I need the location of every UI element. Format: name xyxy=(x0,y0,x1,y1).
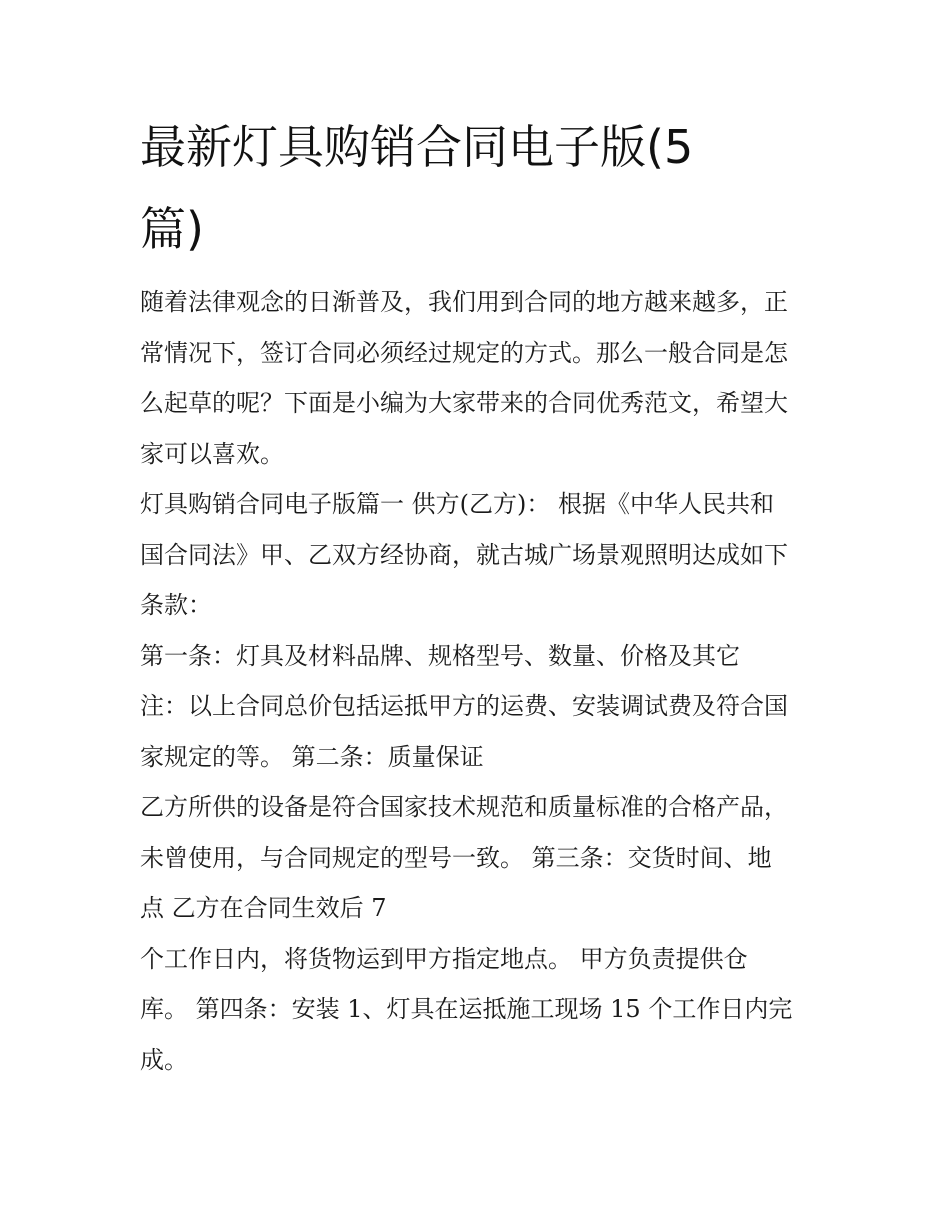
body-line: 常情况下，签订合同必须经过规定的方式。那么一般合同是怎 xyxy=(140,338,788,367)
body-line: 乙方所供的设备是符合国家技术规范和质量标准的合格产品， xyxy=(140,793,788,821)
title-line-1: 最新灯具购销合同电子版(5 xyxy=(140,120,694,174)
title-line-2: 篇) xyxy=(140,202,204,256)
body-line: 第一条：灯具及材料品牌、规格型号、数量、价格及其它 xyxy=(140,641,740,670)
body-line: 家规定的等。 第二条：质量保证 xyxy=(140,742,484,771)
document-title xyxy=(140,106,780,270)
body-line: 灯具购销合同电子版篇一 供方(乙方)： 根据《中华人民共和 xyxy=(140,490,774,518)
body-line: 随着法律观念的日渐普及，我们用到合同的地方越来越多，正 xyxy=(140,288,788,316)
body-line: 成。 xyxy=(140,1045,188,1074)
document-body xyxy=(140,277,820,1085)
body-line: 家可以喜欢。 xyxy=(140,439,284,468)
body-line: 注：以上合同总价包括运抵甲方的运费、安装调试费及符合国 xyxy=(140,692,788,720)
body-line: 个工作日内，将货物运到甲方指定地点。 甲方负责提供仓 xyxy=(140,944,748,973)
body-line: 条款： xyxy=(140,591,212,619)
body-line: 未曾使用，与合同规定的型号一致。 第三条：交货时间、地 xyxy=(140,843,772,872)
body-line: 库。 第四条：安装 1、灯具在运抵施工现场 15 个工作日内完 xyxy=(140,995,793,1023)
body-line: 么起草的呢？下面是小编为大家带来的合同优秀范文，希望大 xyxy=(140,389,788,417)
body-line: 国合同法》甲、乙双方经协商，就古城广场景观照明达成如下 xyxy=(140,540,788,569)
body-line: 点 乙方在合同生效后 7 xyxy=(140,894,387,922)
